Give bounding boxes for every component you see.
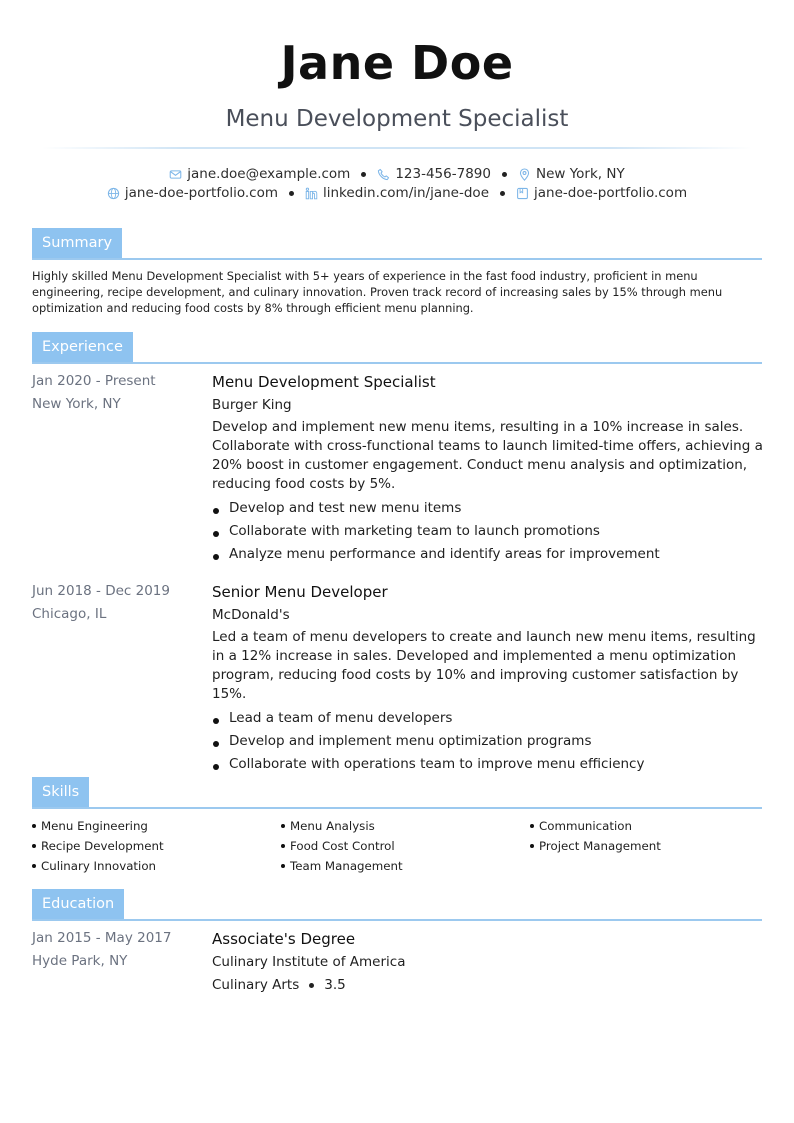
list-item: Develop and implement menu optimization programs <box>212 730 764 753</box>
list-item: Analyze menu performance and identify areas for improvement <box>212 543 764 566</box>
phone-icon <box>377 168 390 181</box>
experience-section-header <box>32 332 762 364</box>
job-1-description: Develop and implement new menu items, resulting in a 10% increase in sales. Collaborate with cross-functional teams to launch limited-time offers, achieving a 20% boost in customer engagement. Conduct menu analysis and optimization, reducing food costs by 5%. <box>212 419 763 492</box>
list-item: Collaborate with marketing team to launch promotions <box>212 520 764 543</box>
contact-website-text: jane-doe-portfolio.com <box>124 185 278 201</box>
skill-item: Menu Analysis <box>281 816 530 836</box>
education-school: Culinary Institute of America <box>212 954 406 970</box>
skill-item: Project Management <box>530 836 772 856</box>
list-item: Develop and test new menu items <box>212 497 764 520</box>
skills-column-3 <box>530 816 772 876</box>
contact-separator <box>361 172 366 177</box>
experience-heading: Experience <box>32 332 133 362</box>
contact-email-text: jane.doe@example.com <box>187 166 351 182</box>
summary-heading: Summary <box>32 228 122 258</box>
summary-text: Highly skilled Menu Development Specialist with 5+ years of experience in the fast food industry, proficient in menu engineering, recipe development, and culinary innovation. Proven track record of increasing sales by 15% through menu optimization and reducing food costs by 8% through efficient menu planning. <box>32 269 723 315</box>
job-1-dates: Jan 2020 - Present <box>32 373 156 389</box>
contact-location-text: New York, NY <box>535 166 625 182</box>
contact-linkedin[interactable] <box>305 185 489 201</box>
job-2-location: Chicago, IL <box>32 606 107 622</box>
contact-separator <box>502 172 507 177</box>
skills-column-2 <box>281 816 530 876</box>
candidate-name: Jane Doe <box>280 36 514 90</box>
skill-item: Recipe Development <box>32 836 281 856</box>
job-1-title: Menu Development Specialist <box>212 373 436 391</box>
skill-item: Menu Engineering <box>32 816 281 836</box>
job-1-bullets <box>212 497 764 566</box>
contact-linkedin-text: linkedin.com/in/jane-doe <box>323 185 489 201</box>
contact-row-primary <box>0 166 794 182</box>
candidate-title: Menu Development Specialist <box>225 106 569 132</box>
education-details <box>212 928 764 997</box>
education-location: Hyde Park, NY <box>32 953 128 969</box>
job-2-dates: Jun 2018 - Dec 2019 <box>32 583 170 599</box>
contact-phone-text: 123-456-7890 <box>395 166 491 182</box>
job-1-location: New York, NY <box>32 396 121 412</box>
bookmark-icon <box>516 187 529 200</box>
contact-website[interactable] <box>107 185 278 201</box>
education-field-gpa <box>212 974 764 997</box>
skills-column-1 <box>32 816 281 876</box>
job-2-company: McDonald's <box>212 607 290 623</box>
contact-separator <box>289 191 294 196</box>
job-2-bullets <box>212 707 764 776</box>
list-item: Collaborate with operations team to improve menu efficiency <box>212 753 764 776</box>
job-2-description: Led a team of menu developers to create and launch new menu items, resulting in a 12% increase in sales. Developed and implemented a menu optimization program, reducing food costs by 10% and improving customer satisfaction by 15%. <box>212 629 756 702</box>
job-1-details <box>212 371 764 566</box>
contact-separator <box>500 191 505 196</box>
job-1-company: Burger King <box>212 397 292 413</box>
summary-section-header <box>32 228 762 260</box>
education-meta <box>32 927 171 973</box>
field-separator <box>309 983 314 988</box>
skills-heading: Skills <box>32 777 89 807</box>
skills-section-header <box>32 777 762 809</box>
education-heading: Education <box>32 889 124 919</box>
contact-email[interactable] <box>169 166 350 182</box>
contact-phone[interactable] <box>377 166 491 182</box>
contact-row-secondary <box>0 185 794 201</box>
header-divider <box>42 147 752 149</box>
education-degree: Associate's Degree <box>212 930 356 948</box>
education-dates: Jan 2015 - May 2017 <box>32 930 172 946</box>
map-pin-icon <box>518 168 531 181</box>
skill-item: Communication <box>530 816 772 836</box>
linkedin-icon <box>305 187 318 200</box>
job-2-meta <box>32 580 170 626</box>
skill-item: Food Cost Control <box>281 836 530 856</box>
email-icon <box>169 168 182 181</box>
list-item: Lead a team of menu developers <box>212 707 764 730</box>
skill-item: Culinary Innovation <box>32 856 281 876</box>
job-2-details <box>212 581 764 776</box>
education-gpa: 3.5 <box>324 977 346 993</box>
skills-grid <box>32 816 772 876</box>
job-1-meta <box>32 370 156 416</box>
education-section-header <box>32 889 762 921</box>
contact-location <box>518 166 625 182</box>
contact-portfolio-text: jane-doe-portfolio.com <box>534 185 688 201</box>
education-field: Culinary Arts <box>212 977 300 993</box>
contact-portfolio[interactable] <box>516 185 687 201</box>
skill-item: Team Management <box>281 856 530 876</box>
globe-icon <box>107 187 120 200</box>
job-2-title: Senior Menu Developer <box>212 583 388 601</box>
